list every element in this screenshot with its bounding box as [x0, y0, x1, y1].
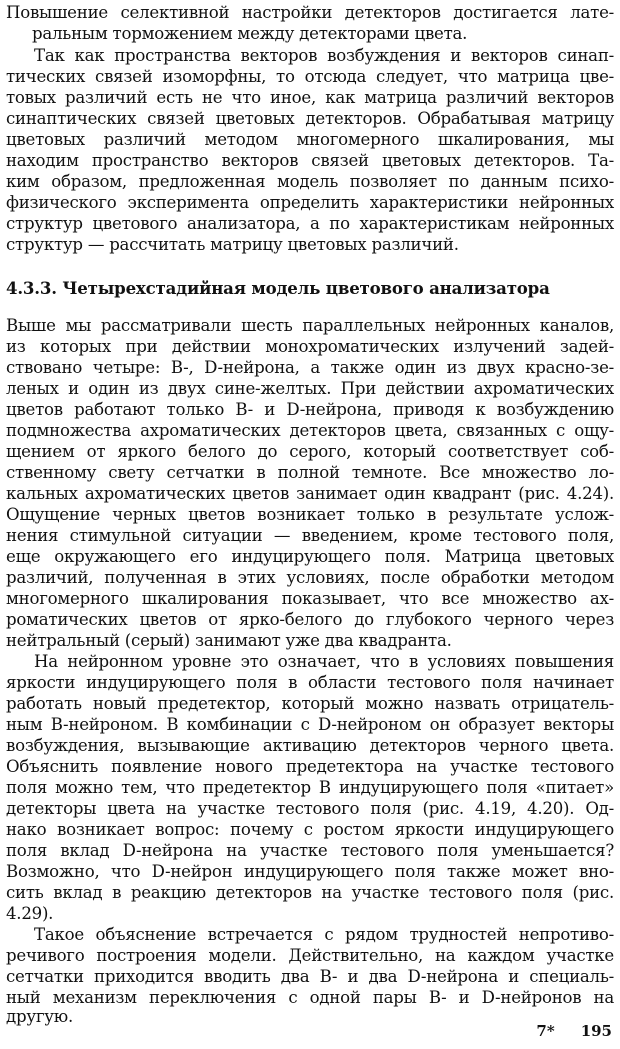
text-line: сить вклад в реакцию детекторов на участке тестового поля (рис.	[6, 883, 614, 902]
page-footer	[536, 1022, 612, 1040]
text-line: подмножества ахроматических детекторов цвета, связанных с ощу-	[6, 421, 614, 440]
text-line: синаптических связей цветовых детекторов. Обрабатывая матрицу	[6, 109, 614, 128]
section-heading: 4.3.3. Четырехстадийная модель цветового анализатора	[6, 278, 550, 298]
text-line: нако возникает вопрос: почему с ростом яркости индуцирующего	[6, 820, 614, 839]
text-line: сетчатки приходится вводить два B- и два D-нейрона и специаль-	[6, 967, 614, 986]
text-line: Повышение селективной настройки детекторов достигается лате-	[6, 3, 614, 22]
text-line: возбуждения, вызывающие активацию детекторов черного цвета.	[6, 736, 614, 755]
text-line: цветов работают только B- и D-нейрона, приводя к возбуждению	[6, 400, 614, 419]
text-line: яркости индуцирующего поля в области тестового поля начинает	[6, 673, 614, 692]
text-line: находим пространство векторов связей цветовых детекторов. Та-	[6, 151, 614, 170]
text-line: цветовых различий методом многомерного шкалирования, мы	[6, 130, 614, 149]
text-line: Выше мы рассматривали шесть параллельных нейронных каналов,	[6, 316, 614, 335]
text-line: другую.	[6, 1007, 74, 1026]
text-line: роматических цветов от ярко-белого до глубокого черного через	[6, 610, 614, 629]
text-line: На нейронном уровне это означает, что в условиях повышения	[34, 652, 614, 671]
text-line: ствовано четыре: B-, D-нейрона, а также один из двух красно-зе-	[6, 358, 614, 377]
text-line: поля вклад D-нейрона на участке тестового поля уменьшается?	[6, 841, 614, 860]
text-line: Такое объяснение встречается с рядом трудностей непротиво-	[34, 925, 614, 944]
signature-mark: 7*	[536, 1022, 555, 1040]
text-line: кальных ахроматических цветов занимает один квадрант (рис. 4.24).	[6, 484, 614, 503]
text-line: различий, полученная в этих условиях, после обработки методом	[6, 568, 614, 587]
text-line: структур — рассчитать матрицу цветовых различий.	[6, 235, 459, 254]
text-line: структур цветового анализатора, а по характеристикам нейронных	[6, 214, 614, 233]
text-line: детекторы цвета на участке тестового поля (рис. 4.19, 4.20). Од-	[6, 799, 614, 818]
text-line: Так как пространства векторов возбуждения и векторов синап-	[34, 46, 614, 65]
text-line: щением от яркого белого до серого, который соответствует соб-	[6, 442, 614, 461]
text-line: нения стимульной ситуации — введением, кроме тестового поля,	[6, 526, 614, 545]
text-line: нейтральный (серый) занимают уже два квадранта.	[6, 631, 452, 650]
page-number: 195	[580, 1022, 612, 1040]
text-line: физического эксперимента определить характеристики нейронных	[6, 193, 614, 212]
text-line: еще окружающего его индуцирующего поля. Матрица цветовых	[6, 547, 614, 566]
text-line: поля можно тем, что предетектор B индуцирующего поля «питает»	[6, 778, 614, 797]
text-line: из которых при действии монохроматических излучений задей-	[6, 337, 614, 356]
text-line: многомерного шкалирования показывает, что все множество ах-	[6, 589, 614, 608]
text-line: ральным торможением между детекторами цвета.	[32, 24, 468, 43]
text-line: работать новый предетектор, который можно назвать отрицатель-	[6, 694, 614, 713]
text-line: товых различий есть не что иное, как матрица различий векторов	[6, 88, 614, 107]
text-line: речивого построения модели. Действительно, на каждом участке	[6, 946, 614, 965]
text-line: ный механизм переключения с одной пары B- и D-нейронов на	[6, 988, 614, 1007]
text-line: 4.29).	[6, 904, 54, 923]
text-line: тических связей изоморфны, то отсюда следует, что матрица цве-	[6, 67, 614, 86]
text-line: ственному свету сетчатки в полной темноте. Все множество ло-	[6, 463, 614, 482]
text-line: Объяснить появление нового предетектора на участке тестового	[6, 757, 614, 776]
text-line: Возможно, что D-нейрон индуцирующего поля также может вно-	[6, 862, 614, 881]
text-line: ным B-нейроном. В комбинации с D-нейроном он образует векторы	[6, 715, 614, 734]
text-line: Ощущение черных цветов возникает только в результате услож-	[6, 505, 614, 524]
text-line: ким образом, предложенная модель позволяет по данным психо-	[6, 172, 614, 191]
text-line: леных и один из двух сине-желтых. При действии ахроматических	[6, 379, 614, 398]
